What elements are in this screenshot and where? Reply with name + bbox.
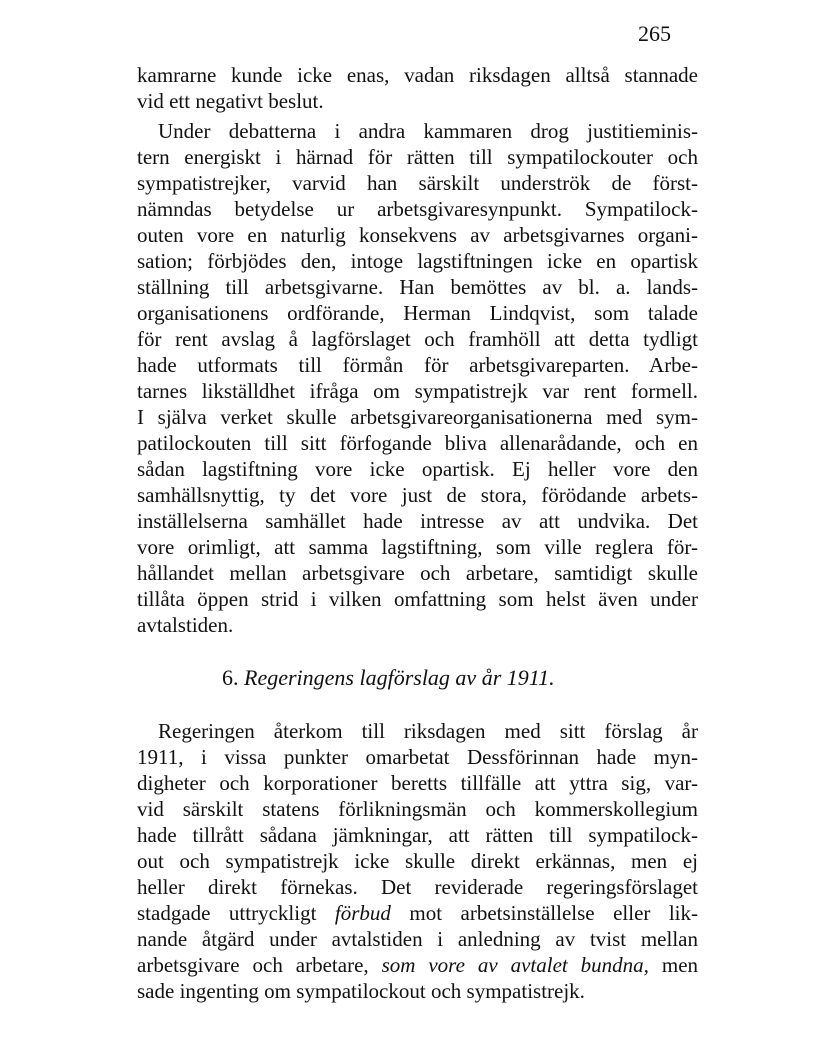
text-line: Under debatterna i andra kammaren drog justitieminis-: [158, 119, 698, 143]
text-line: avtalstiden.: [137, 613, 234, 637]
text-line: tern energiskt i härnad för rätten till sympatilockouter och: [137, 145, 698, 169]
text-line: vid särskilt statens förlikningsmän och kommerskollegium: [137, 797, 698, 821]
section-heading: [222, 664, 642, 692]
text-line: nämndas betydelse ur arbetsgivaresynpunkt. Sympatilock-: [137, 197, 698, 221]
text-line: hade tillrått sådana jämkningar, att rätten till sympatilock-: [137, 823, 698, 847]
text-line: tillåta öppen strid i vilken omfattning som helst även under: [137, 587, 698, 611]
text-line: [137, 900, 698, 926]
text-line: out och sympatistrejk icke skulle direkt erkännas, men ej: [137, 849, 698, 873]
text-line: digheter och korporationer beretts tillfälle att yttra sig, var-: [137, 771, 698, 795]
emphasis-forbud: förbud: [334, 901, 391, 925]
text-line: vore orimligt, att samma lagstiftning, som ville reglera för-: [137, 535, 698, 559]
text-line: vid ett negativt beslut.: [137, 89, 324, 113]
text-line: patilockouten till sitt förfogande bliva allenarådande, och en: [137, 431, 698, 455]
text-run: stadgade uttryckligt: [137, 901, 317, 925]
text-line: sådan lagstiftning vore icke opartisk. Ej heller vore den: [137, 457, 698, 481]
text-run: men: [661, 953, 698, 977]
text-line: outen vore en naturlig konsekvens av arbetsgivarnes organi-: [137, 223, 698, 247]
text-line: sympatistrejker, varvid han särskilt underströk de först-: [137, 171, 698, 195]
text-line: I själva verket skulle arbetsgivareorganisationerna med sym-: [137, 405, 698, 429]
text-line: ställning till arbetsgivarne. Han bemöttes av bl. a. lands-: [137, 275, 698, 299]
text-line: inställelserna samhället hade intresse av att undvika. Det: [137, 509, 698, 533]
text-run: arbetsgivare och arbetare,: [137, 953, 369, 977]
text-line: för rent avslag å lagförslaget och framhöll att detta tydligt: [137, 327, 698, 351]
text-line: Regeringen återkom till riksdagen med sitt förslag år: [158, 719, 698, 743]
text-line: nande åtgärd under avtalstiden i anledning av tvist mellan: [137, 927, 698, 951]
text-line: [137, 952, 698, 978]
text-line: tarnes likställdhet ifråga om sympatistrejk var rent formell.: [137, 379, 698, 403]
text-line: sade ingenting om sympatilockout och sympatistrejk.: [137, 979, 585, 1003]
text-line: sation; förbjödes den, intoge lagstiftningen icke en opartisk: [137, 249, 698, 273]
text-line: heller direkt förnekas. Det reviderade regeringsförslaget: [137, 875, 698, 899]
text-line: hållandet mellan arbetsgivare och arbetare, samtidigt skulle: [137, 561, 698, 585]
section-title: Regeringens lagförslag av år 1911.: [244, 665, 555, 690]
text-run: mot arbetsinställelse eller lik-: [409, 901, 698, 925]
text-line: hade utformats till förmån för arbetsgivareparten. Arbe-: [137, 353, 698, 377]
page-number: 265: [638, 21, 671, 46]
text-line: organisationens ordförande, Herman Lindqvist, som talade: [137, 301, 698, 325]
section-number: 6.: [222, 665, 239, 690]
emphasis-bundna: som vore av avtalet bundna,: [381, 953, 649, 977]
text-line: 1911, i vissa punkter omarbetat Dessförinnan hade myn-: [137, 745, 698, 769]
text-line: kamrarne kunde icke enas, vadan riksdagen alltså stannade: [137, 63, 698, 87]
text-line: samhällsnyttig, ty det vore just de stora, förödande arbets-: [137, 483, 698, 507]
